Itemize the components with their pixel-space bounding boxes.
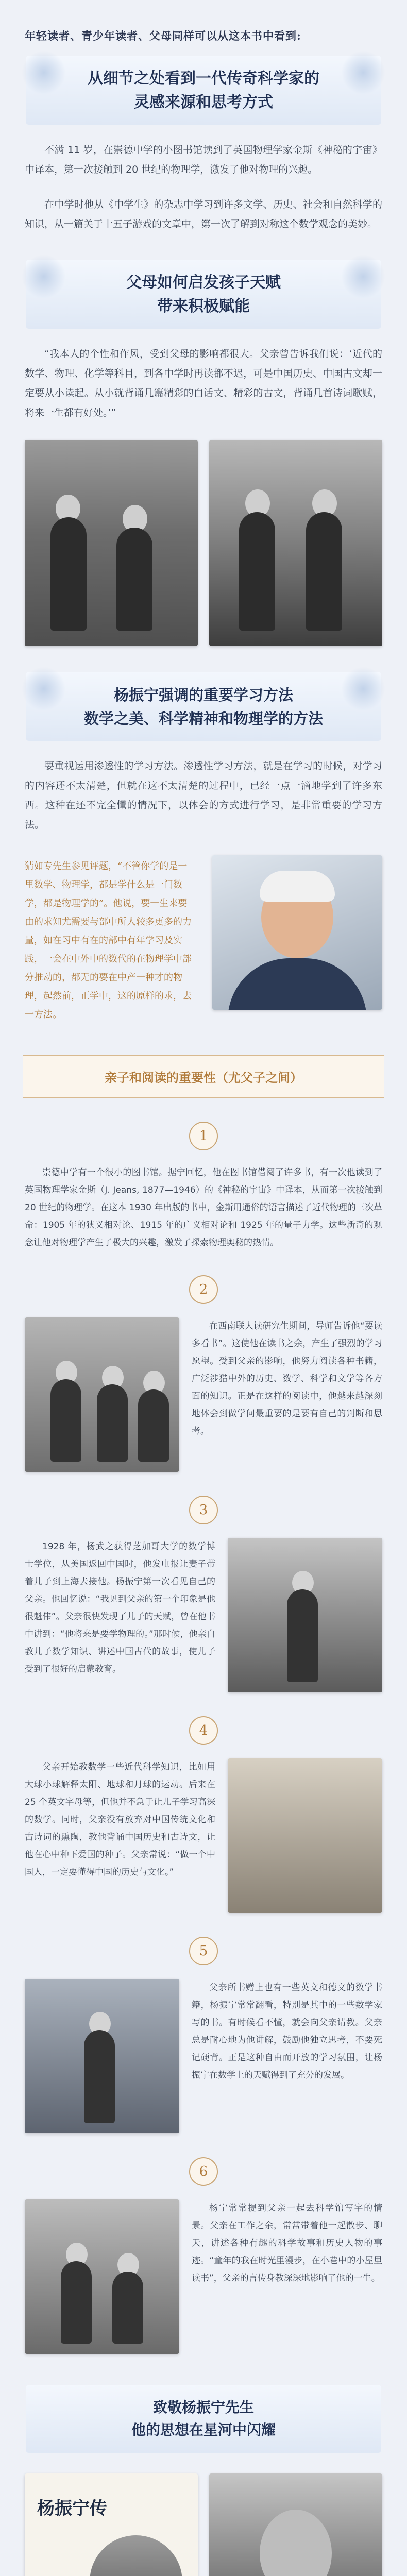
reading-section bbox=[23, 1055, 384, 1098]
item-number-1: 1 bbox=[189, 1122, 218, 1150]
item-6-split bbox=[0, 2199, 407, 2354]
section2-title-line1: 父母如何启发孩子天赋 bbox=[126, 274, 281, 292]
section3-paragraph-1: 要重视运用渗透性的学习方法。渗透性学习方法，就是在学习的时候，对学习的内容还不太清楚，但就在这不太清楚的过程中，已经一点一滴地学到了许多东西。这种在还不完全懂的情况下，以体会的方式进行学习，是非常重要的学习方法。 bbox=[25, 760, 382, 831]
item-4-split bbox=[0, 1758, 407, 1913]
item-5-photo bbox=[25, 1979, 179, 2133]
section3-banner bbox=[26, 672, 381, 741]
item-4-photo bbox=[228, 1758, 382, 1913]
item-3-split bbox=[0, 1538, 407, 1692]
item-2-photo bbox=[25, 1317, 179, 1472]
section1-title-line2: 灵感来源和思考方式 bbox=[134, 93, 273, 111]
tribute-banner bbox=[26, 2385, 381, 2453]
quote-card bbox=[0, 855, 407, 1024]
intro-text: 年轻读者、青少年读者、父母同样可以从这本书中看到: bbox=[25, 29, 301, 42]
quote-text: 猜如专先生参见评题，“不管你学的是一里数学、物理学，都是学什么是一门数学，都是物理学的”。他说，要一生来要由的求知尤需要与部中所人较多更多的力量，如在习中有在的部中有年学习及实践，一会在中外中的数代的在物理学中部分推动的，都无的要在中产一种才的物理，起然前，正学中，这的原样的求，去一方法。 bbox=[25, 861, 192, 1020]
item-number-2: 2 bbox=[189, 1275, 218, 1304]
item-number-5: 5 bbox=[189, 1937, 218, 1965]
section1-banner bbox=[26, 56, 381, 125]
item-text-2: 在西南联大读研究生期间，导师告诉他“要读多看书”。这使他在读书之余，产生了强烈的学习愿望。受到父亲的影响，他努力阅读各种书籍，广泛涉猎中外的历史、数学、科学和文学等各方面的知识。正是在这样的阅读中，他越来越深刻地体会到做学问最重要的是要有自己的判断和思考。 bbox=[192, 1321, 382, 1436]
tribute-title-line1: 致敬杨振宁先生 bbox=[152, 2399, 254, 2416]
section3-title-line1: 杨振宁强调的重要学习方法 bbox=[113, 686, 293, 704]
item-text-3: 1928 年，杨武之获得芝加哥大学的数学博士学位，从美国返回中国时，他发电报让妻子带着儿子到上海去接他。杨振宁第一次看见自己的父亲。他回忆说：“我见到父亲的第一个印象是他很魁伟”。父亲很快发现了儿子的天赋，曾在他书中讲到：“他将来是要学物理的。”那时候，他亲自教儿子数学知识、讲述中国古代的故事，使儿子受到了很好的启蒙教育。 bbox=[25, 1541, 215, 1674]
item-number-4: 4 bbox=[189, 1716, 218, 1745]
section2-title-line2: 带来积极赋能 bbox=[157, 297, 250, 315]
section1-title-line1: 从细节之处看到一代传奇科学家的 bbox=[88, 70, 319, 88]
item-text-1: 崇德中学有一个很小的图书馆。据宁回忆，他在图书馆借阅了许多书，有一次他读到了英国物理学家金斯（J. Jeans, 1877—1946）的《神秘的宇宙》中译本，从而第一次接触到 20 世纪的物理学。在这本 1930 年出版的书中，金斯用通俗的语言描述了近代物理的三次革命：1905 年的狭义相对论、1915 年的广义相对论和 1925 年的量子力学。这些新奇的观念让他对物理学产生了极大的兴趣，激发了探索物理奥秘的热情。 bbox=[25, 1167, 382, 1248]
item-number-6: 6 bbox=[189, 2157, 218, 2186]
item-5-split bbox=[0, 1979, 407, 2133]
tribute-images bbox=[0, 2473, 407, 2576]
section1-paragraph-2: 在中学时他从《中学生》的杂志中学习到许多文学、历史、社会和自然科学的知识，从一篇关于十五子游戏的文章中，第一次了解到对称这个数学观念的美妙。 bbox=[25, 199, 382, 230]
item-text-5: 父亲所书赠上也有一些英文和德文的数学书籍，杨振宁常常翻看，特别是其中的一些数学家写的书。有时候看不懂，就会向父亲请教。父亲总是耐心地为他讲解，鼓励他独立思考，不要死记硬背。正是这种自由而开放的学习氛围，让杨振宁在数学上的天赋得到了充分的发展。 bbox=[192, 1982, 382, 2080]
section2-banner bbox=[26, 260, 381, 329]
item-number-3: 3 bbox=[189, 1496, 218, 1524]
reading-section-title: 亲子和阅读的重要性（尤父子之间） bbox=[23, 1055, 384, 1098]
bw-portrait bbox=[209, 2473, 382, 2576]
portrait-photo bbox=[212, 855, 382, 1010]
section1-paragraph-1: 不满 11 岁，在崇德中学的小图书馆读到了英国物理学家金斯《神秘的宇宙》中译本，第一次接触到 20 世纪的物理学，激发了他对物理的兴趣。 bbox=[25, 144, 382, 175]
section3-title-line2: 数学之美、科学精神和物理学的方法 bbox=[83, 710, 323, 727]
family-photo-right bbox=[209, 440, 382, 646]
family-photo-left bbox=[25, 440, 198, 646]
item-text-4: 父亲开始教数学一些近代科学知识，比如用大球小球解释太阳、地球和月球的运动。后来在 25 个英文字母等，但他并不急于让儿子学习高深的数学。同时，父亲没有放弃对中国传统文化和古诗词的熏陶，教他背诵中国历史和古诗文，让他在心中种下爱国的种子。父亲常说：“做一个中国人，一定要懂得中国的历史与文化。” bbox=[25, 1762, 215, 1877]
tribute-title-line2: 他的思想在星河中闪耀 bbox=[131, 2421, 276, 2438]
item-6-photo bbox=[25, 2199, 179, 2354]
item-2-split bbox=[0, 1317, 407, 1472]
family-photos bbox=[0, 440, 407, 646]
section2-paragraph-1: “我本人的个性和作风，受到父母的影响都很大。父亲曾告诉我们说：‘近代的数学、物理、化学等科目，到各中学时再读都不迟，可是中国历史、中国古文却一定要从小读起。从小就背诵几篇精彩的白话文、精彩的古文，背诵几首诗词歌赋，将来一生都有好处。’” bbox=[25, 348, 382, 418]
book-title: 杨振宁传 bbox=[37, 2498, 107, 2519]
item-3-photo bbox=[228, 1538, 382, 1692]
book-cover bbox=[25, 2473, 198, 2576]
item-text-6: 杨宁常常提到父亲一起去科学馆写字的情景。父亲在工作之余，常常带着他一起散步、聊天，讲述各种有趣的科学故事和历史人物的事迹。“童年的我在时光里漫步，在小巷中的小屋里读书”，父亲的言传身教深深地影响了他的一生。 bbox=[192, 2203, 382, 2283]
